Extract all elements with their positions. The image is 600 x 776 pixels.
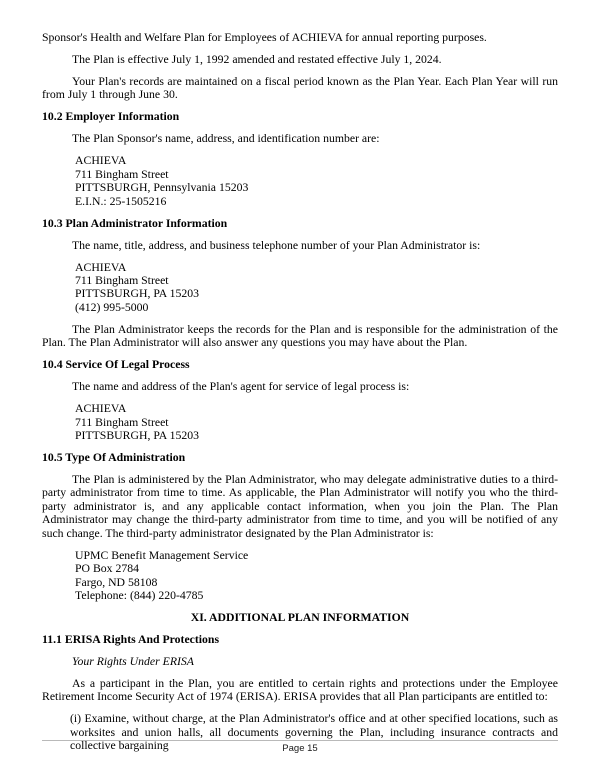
paragraph-continuation: Sponsor's Health and Welfare Plan for Employees of ACHIEVA for annual reporting purposes.: [42, 31, 487, 44]
address-line-name: UPMC Benefit Management Service: [75, 548, 249, 562]
address-line-street: 711 Bingham Street: [75, 167, 169, 181]
address-line-street: 711 Bingham Street: [75, 415, 169, 429]
heading-plan-administrator-information: 10.3 Plan Administrator Information: [42, 216, 228, 230]
paragraph-third-party-administrator: The Plan is administered by the Plan Administrator, who may delegate administrative duties to a third-party administrator from time to time. As applicable, the Plan Administrator will notify you who the third-party administrator is, and any applicable contact information, when you join the Plan. The Plan Administrator may change the third-party administrator from time to time, and you will be notified of any such change. The third-party administrator designated by the Plan Administrator is:: [42, 473, 558, 540]
address-line-name: ACHIEVA: [75, 260, 127, 274]
document-body: [42, 31, 558, 761]
address-line-city: PITTSBURGH, Pennsylvania 15203: [75, 181, 249, 195]
address-line-phone: (412) 995-5000: [75, 300, 149, 314]
paragraph-your-rights-under-erisa: Your Rights Under ERISA: [72, 654, 194, 668]
address-line-city: Fargo, ND 58108: [75, 575, 158, 589]
page-number: Page 15: [282, 743, 318, 754]
address-line-street: 711 Bingham Street: [75, 274, 169, 288]
paragraph-plan-records: Your Plan's records are maintained on a fiscal period known as the Plan Year. Each Plan Year will run from July 1 through June 30.: [42, 75, 558, 102]
address-line-telephone: Telephone: (844) 220-4785: [75, 588, 204, 602]
address-line-po-box: PO Box 2784: [75, 562, 139, 576]
paragraph-admin-intro: The name, title, address, and business telephone number of your Plan Administrator is:: [72, 238, 481, 252]
address-plan-sponsor: [75, 154, 558, 208]
paragraph-legal-intro: The name and address of the Plan's agent for service of legal process is:: [72, 380, 410, 394]
heading-service-of-legal-process: 10.4 Service Of Legal Process: [42, 358, 190, 372]
paragraph-plan-effective: The Plan is effective July 1, 1992 amended and restated effective July 1, 2024.: [72, 53, 442, 66]
address-legal-agent: [75, 402, 558, 442]
paragraph-sponsor-intro: The Plan Sponsor's name, address, and identification number are:: [72, 132, 380, 146]
page-footer: [42, 740, 558, 755]
heading-type-of-administration: 10.5 Type Of Administration: [42, 451, 186, 465]
address-line-ein: E.I.N.: 25-1505216: [75, 194, 167, 208]
paragraph-participant-rights: As a participant in the Plan, you are entitled to certain rights and protections under the Employee Retirement Income Security Act of 1974 (ERISA). ERISA provides that all Plan participants are entitled to:: [42, 676, 558, 704]
address-third-party-administrator: [75, 549, 558, 603]
address-line-city: PITTSBURGH, PA 15203: [75, 429, 199, 443]
heading-employer-information: 10.2 Employer Information: [42, 110, 180, 124]
heading-additional-plan-information: XI. ADDITIONAL PLAN INFORMATION: [190, 610, 410, 624]
address-plan-administrator: [75, 261, 558, 315]
address-line-name: ACHIEVA: [75, 154, 127, 168]
paragraph-admin-records: The Plan Administrator keeps the records for the Plan and is responsible for the administration of the Plan. The Plan Administrator will also answer any questions you may have about the Plan.: [42, 322, 558, 350]
address-line-name: ACHIEVA: [75, 402, 127, 416]
address-line-city: PITTSBURGH, PA 15203: [75, 287, 199, 301]
paragraph-examine-documents: (i) Examine, without charge, at the Plan Administrator's office and at other specified locations, such as worksites and union halls, all documents governing the Plan, including insurance contracts and collective bargaining: [70, 712, 558, 753]
heading-erisa-rights-and-protections: 11.1 ERISA Rights And Protections: [42, 632, 220, 646]
